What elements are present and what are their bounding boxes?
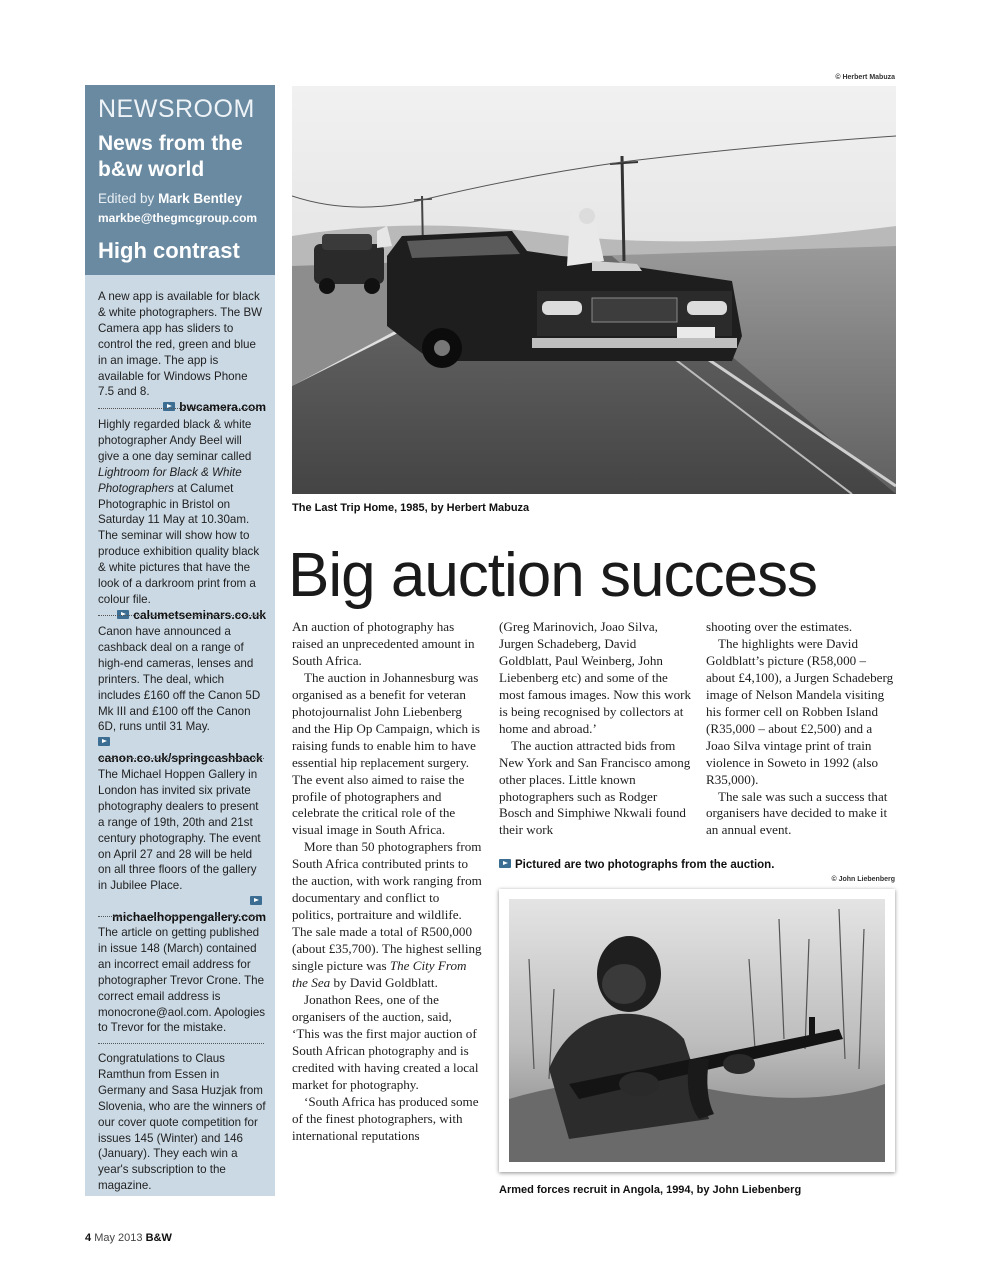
pictured-note (499, 859, 774, 871)
news-item-text: Canon have announced a cashback deal on a range of high-end cameras, lenses and printers. The deal, which includes £160 off the Canon 5D Mk III and £100 off the Canon 6D, runs until 31 May. (98, 625, 261, 734)
news-item-text: The article on getting published in issue 148 (March) contained an incorrect email address for photographer Trevor Crone. The correct email address is monocrone@aol.com. Apologies to Trevor for the mistake. (98, 926, 266, 1035)
link-text[interactable]: bwcamera.com (179, 400, 266, 415)
arrow-icon (499, 859, 511, 868)
arrow-icon (163, 402, 175, 411)
issue-date: May 2013 (94, 1232, 143, 1244)
link-michaelhoppengallery[interactable] (98, 894, 266, 926)
paragraph: The highlights were David Goldblatt’s picture (R58,000 – about £4,100), a Jurgen Schadeberg image of Nelson Mandela visiting his former cell on Robben Island (R35,000 – about £2,500) and a Joao Silva vintage print of train violence in Soweto in 1992 (also R35,000). (706, 635, 894, 787)
divider (98, 1043, 264, 1044)
text-part: at Calumet Photographic in Bristol on Saturday 11 May at 10.30am. The seminar will show how to produce exhibition quality black & white pictures that have the look of a darkroom print from a colour file. (98, 481, 260, 606)
text-part: by David Goldblatt. (333, 975, 438, 991)
paragraph: An auction of photography has raised an unprecedented amount in South Africa. (292, 619, 475, 668)
editor-name: Mark Bentley (158, 191, 243, 206)
text-part: More than 50 photographers from South Africa contributed prints to the auction, with work ranging from documentary and conflict to politics, portraiture and wildlife. The sale made a total of R500,000 (about £35,700). The highest selling single picture was (292, 839, 482, 974)
divider (98, 615, 264, 616)
article-column-1 (292, 619, 482, 1145)
page-footer (85, 1232, 172, 1244)
link-text[interactable]: michaelhoppengallery.com (112, 910, 266, 925)
news-item-text: Congratulations to Claus Ramthun from Essen in Germany and Sasa Huzjak from Slovenia, who are the winners of our cover quote competition for issues 145 (Winter) and 146 (January). They each win a year's subscription to the magazine. (98, 1052, 266, 1193)
news-item-seminar (98, 417, 266, 624)
picture-title: The City From the Sea (292, 958, 467, 991)
arrow-icon (98, 737, 110, 746)
edited-by-label: Edited by (98, 191, 155, 206)
paragraph: The sale was such a success that organisers have decided to make it an annual event. (706, 788, 888, 838)
link-canon[interactable] (98, 735, 266, 767)
sidebar-title: News from the b&w world (98, 132, 243, 181)
seminar-title: Lightroom for Black & White Photographers (98, 465, 242, 495)
newsroom-sidebar (85, 85, 275, 1196)
photo-last-trip-home (292, 86, 896, 494)
paragraph (292, 839, 482, 992)
divider (98, 408, 264, 409)
news-item-canon (98, 624, 266, 767)
photo-road-cars (292, 86, 896, 494)
sidebar-header (85, 85, 275, 275)
section-label: NEWSROOM (98, 95, 255, 123)
news-item-hoppen (98, 767, 266, 926)
news-item-text (98, 417, 266, 608)
arrow-icon (250, 896, 262, 905)
paragraph: Jonathon Rees, one of the organisers of the auction, said, ‘This was the first major auction of South African photography and is credited with having created a local market for photography. (292, 991, 479, 1092)
photo-frame-angola (499, 889, 895, 1172)
photo-credit-john-liebenberg: © John Liebenberg (831, 876, 895, 883)
news-item-text: The Michael Hoppen Gallery in London has invited six private photography dealers to present a range of 19th, 20th and 21st century photography. The event on April 27 and 28 will be held on all three floors of the gallery in Jubilee Place. (98, 768, 261, 893)
photo-soldier-rifle (509, 899, 885, 1162)
link-text[interactable]: calumetseminars.co.uk (133, 607, 266, 622)
news-item-correction (98, 925, 266, 1036)
article-column-2 (499, 619, 692, 839)
article-column-3 (706, 619, 896, 839)
text-part: Highly regarded black & white photographer Andy Beel will give a one day seminar called (98, 418, 252, 463)
photo-caption-last-trip-home: The Last Trip Home, 1985, by Herbert Mabuza (292, 502, 530, 514)
divider (98, 758, 264, 759)
paragraph: The auction attracted bids from New York and San Francisco among other places. Little known photographers such as Rodger Bosch and Simphiwe Nkwali found their work (499, 737, 691, 838)
paragraph: shooting over the estimates. (706, 619, 853, 634)
news-item-competition (98, 1051, 266, 1194)
paragraph: (Greg Marinovich, Joao Silva, Jurgen Schadeberg, David Goldblatt, Paul Weinberg, John Liebenberg etc) and some of the most famous images. Now this work is being recognised by collectors at home and abroad.’ (499, 619, 692, 736)
news-item-bwcamera (98, 289, 266, 416)
page-number: 4 (85, 1232, 92, 1244)
photo-credit-herbert-mabuza: © Herbert Mabuza (835, 74, 895, 81)
magazine-name: B&W (145, 1232, 172, 1244)
paragraph: The auction in Johannesburg was organised as a benefit for veteran photojournalist John Liebenberg and the Hip Op Campaign, which is raising funds to enable him to have essential hip replacement surgery. The event also aimed to raise the profile of photographers and celebrate the critical role of the visual image in South Africa. (292, 669, 481, 838)
editor-credit (98, 191, 242, 206)
photo-armed-forces-recruit (509, 899, 885, 1162)
divider (98, 916, 264, 917)
photo-caption-angola: Armed forces recruit in Angola, 1994, by John Liebenberg (499, 1184, 802, 1196)
article-headline: Big auction success (288, 541, 817, 610)
news-item-text: A new app is available for black & white photographers. The BW Camera app has sliders to control the red, green and blue in an image. The app is available for Windows Phone 7.5 and 8. (98, 290, 263, 399)
paragraph: ‘South Africa has produced some of the finest photographers, with international reputations (292, 1093, 479, 1143)
pictured-note-text: Pictured are two photographs from the auction. (515, 859, 775, 871)
sidebar-subhead: High contrast (98, 238, 240, 263)
link-text[interactable]: canon.co.uk/springcashback (98, 751, 263, 766)
editor-email[interactable]: markbe@thegmcgroup.com (98, 211, 258, 225)
